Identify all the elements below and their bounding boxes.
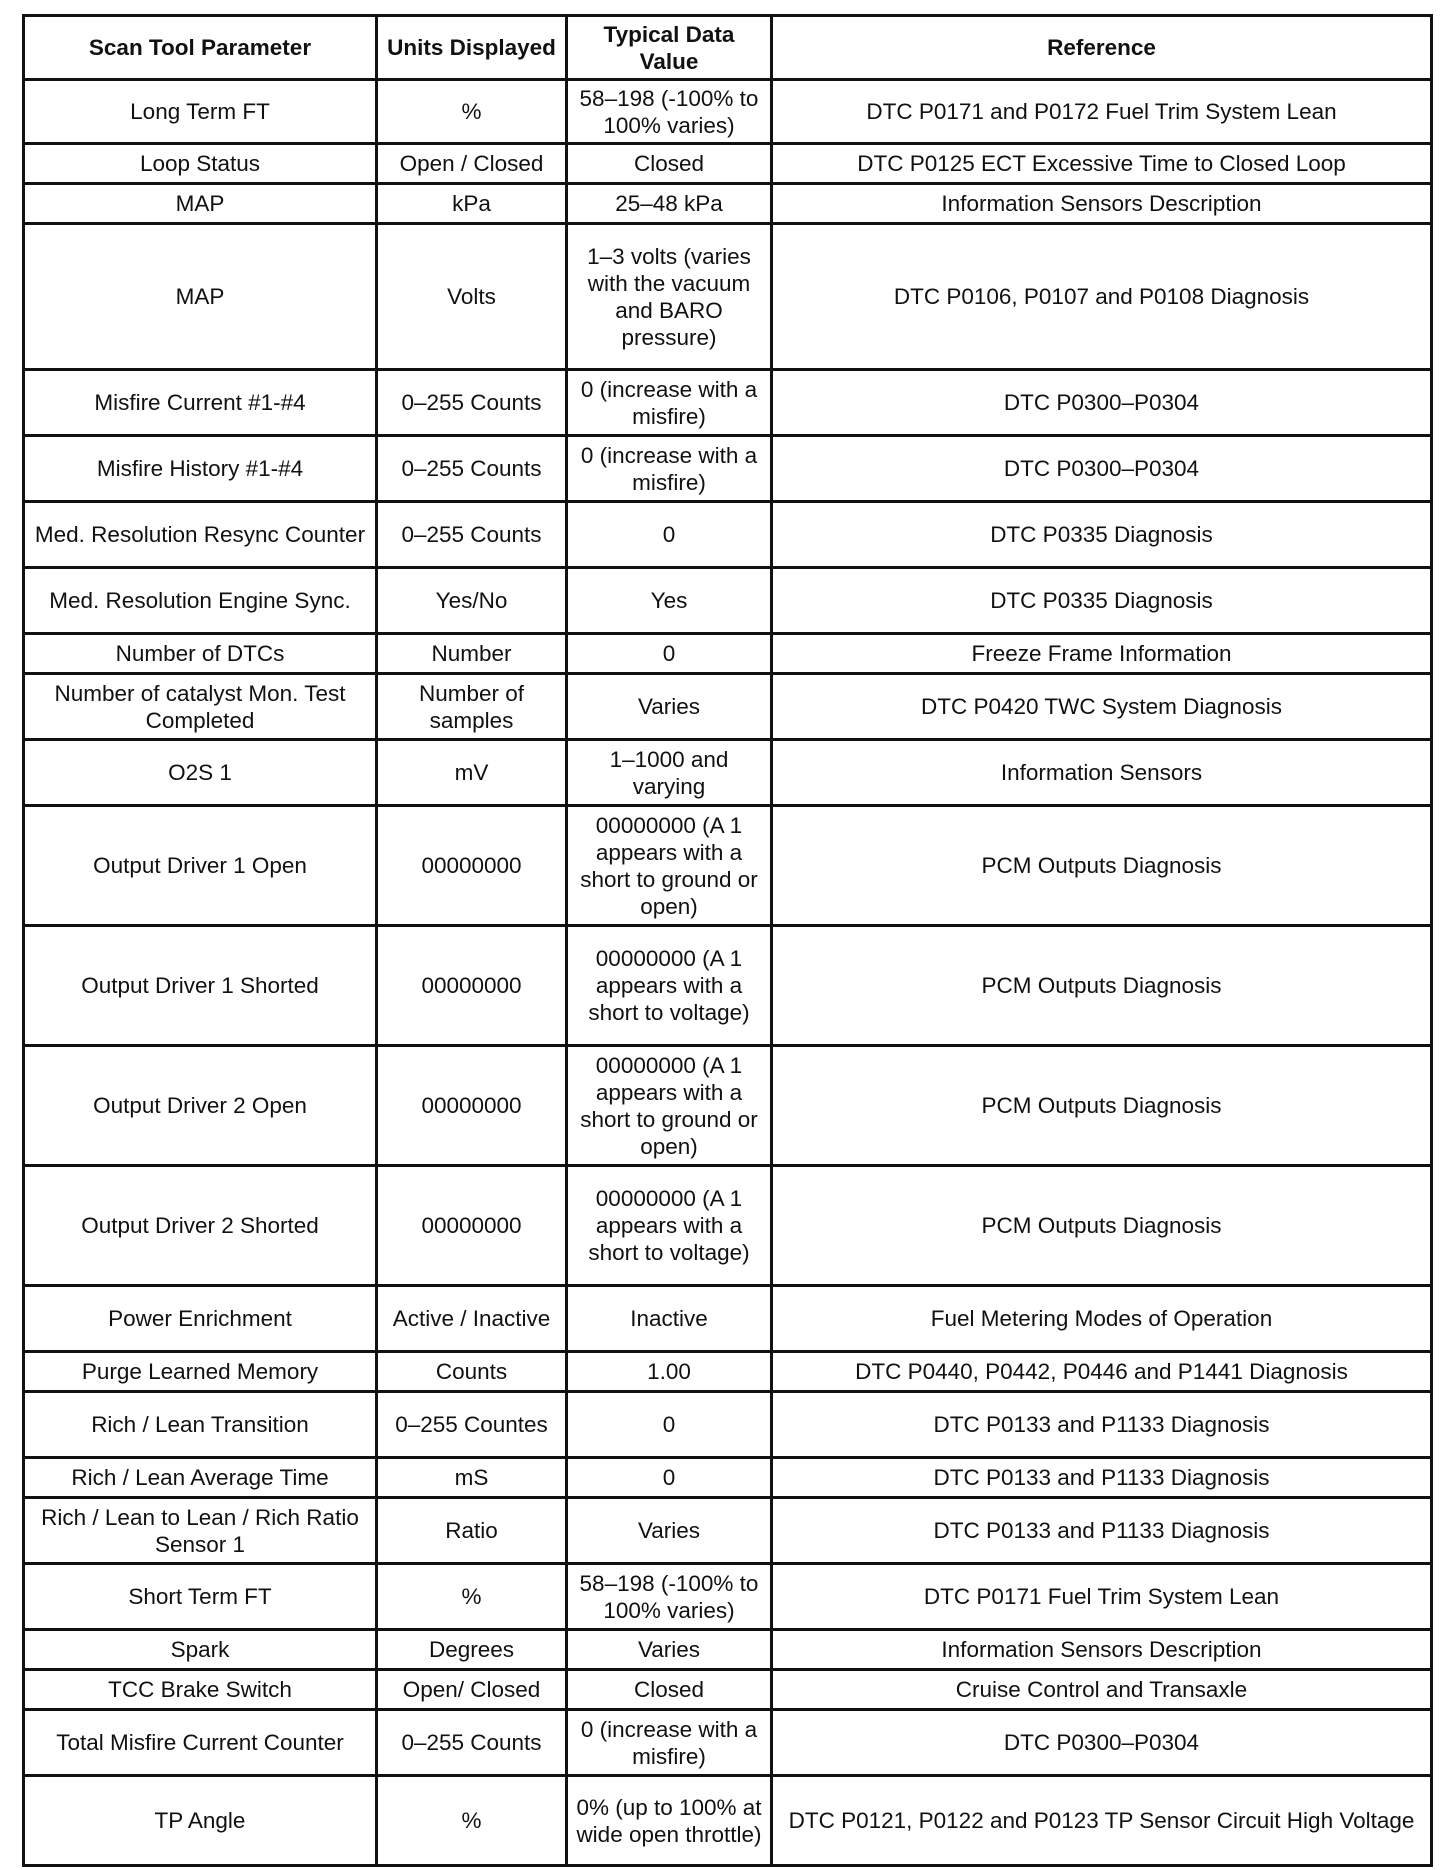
- cell-units: Number: [377, 634, 567, 674]
- cell-units: 0–255 Counts: [377, 436, 567, 502]
- table-row: [24, 926, 1432, 1046]
- cell-units: 00000000: [377, 806, 567, 926]
- cell-parameter: Output Driver 2 Open: [24, 1046, 377, 1166]
- cell-typical-value: Closed: [567, 1670, 772, 1710]
- cell-reference: Information Sensors: [772, 740, 1432, 806]
- cell-parameter: Long Term FT: [24, 80, 377, 144]
- table-row: [24, 1670, 1432, 1710]
- table-row: [24, 1564, 1432, 1630]
- cell-typical-value: 0 (increase with a misfire): [567, 370, 772, 436]
- table-row: [24, 224, 1432, 370]
- cell-reference: DTC P0125 ECT Excessive Time to Closed Loop: [772, 144, 1432, 184]
- cell-units: Volts: [377, 224, 567, 370]
- cell-reference: DTC P0171 and P0172 Fuel Trim System Lean: [772, 80, 1432, 144]
- cell-parameter: Purge Learned Memory: [24, 1352, 377, 1392]
- cell-typical-value: 58–198 (-100% to 100% varies): [567, 80, 772, 144]
- cell-typical-value: 00000000 (A 1 appears with a short to voltage): [567, 926, 772, 1046]
- cell-reference: DTC P0121, P0122 and P0123 TP Sensor Circuit High Voltage: [772, 1776, 1432, 1866]
- cell-units: kPa: [377, 184, 567, 224]
- table-row: [24, 144, 1432, 184]
- cell-units: 00000000: [377, 926, 567, 1046]
- cell-units: Ratio: [377, 1498, 567, 1564]
- cell-units: Open/ Closed: [377, 1670, 567, 1710]
- table-row: [24, 1498, 1432, 1564]
- cell-reference: DTC P0335 Diagnosis: [772, 568, 1432, 634]
- cell-units: 0–255 Counts: [377, 502, 567, 568]
- table-row: [24, 740, 1432, 806]
- table-row: [24, 370, 1432, 436]
- cell-parameter: Med. Resolution Engine Sync.: [24, 568, 377, 634]
- cell-reference: DTC P0300–P0304: [772, 1710, 1432, 1776]
- cell-parameter: Med. Resolution Resync Counter: [24, 502, 377, 568]
- table-row: [24, 568, 1432, 634]
- cell-units: Number of samples: [377, 674, 567, 740]
- cell-typical-value: 0 (increase with a misfire): [567, 1710, 772, 1776]
- header-reference: Reference: [772, 16, 1432, 80]
- cell-reference: Information Sensors Description: [772, 184, 1432, 224]
- cell-units: %: [377, 80, 567, 144]
- cell-typical-value: 00000000 (A 1 appears with a short to ground or open): [567, 1046, 772, 1166]
- cell-typical-value: Varies: [567, 674, 772, 740]
- cell-parameter: Rich / Lean Transition: [24, 1392, 377, 1458]
- cell-reference: DTC P0300–P0304: [772, 436, 1432, 502]
- header-row: [24, 16, 1432, 80]
- table-row: [24, 1710, 1432, 1776]
- cell-parameter: MAP: [24, 184, 377, 224]
- cell-parameter: Number of DTCs: [24, 634, 377, 674]
- cell-typical-value: Varies: [567, 1498, 772, 1564]
- cell-units: 00000000: [377, 1046, 567, 1166]
- cell-reference: Cruise Control and Transaxle: [772, 1670, 1432, 1710]
- table-row: [24, 1776, 1432, 1866]
- table-row: [24, 1630, 1432, 1670]
- cell-reference: DTC P0106, P0107 and P0108 Diagnosis: [772, 224, 1432, 370]
- cell-reference: DTC P0171 Fuel Trim System Lean: [772, 1564, 1432, 1630]
- cell-units: 00000000: [377, 1166, 567, 1286]
- cell-typical-value: 1–1000 and varying: [567, 740, 772, 806]
- cell-reference: DTC P0133 and P1133 Diagnosis: [772, 1498, 1432, 1564]
- cell-parameter: Loop Status: [24, 144, 377, 184]
- cell-parameter: Output Driver 2 Shorted: [24, 1166, 377, 1286]
- cell-units: Active / Inactive: [377, 1286, 567, 1352]
- cell-typical-value: 58–198 (-100% to 100% varies): [567, 1564, 772, 1630]
- cell-reference: DTC P0133 and P1133 Diagnosis: [772, 1458, 1432, 1498]
- table-row: [24, 806, 1432, 926]
- cell-reference: DTC P0133 and P1133 Diagnosis: [772, 1392, 1432, 1458]
- cell-typical-value: 25–48 kPa: [567, 184, 772, 224]
- table-row: [24, 184, 1432, 224]
- cell-units: Open / Closed: [377, 144, 567, 184]
- cell-units: 0–255 Countes: [377, 1392, 567, 1458]
- cell-parameter: Rich / Lean to Lean / Rich Ratio Sensor 1: [24, 1498, 377, 1564]
- cell-reference: Information Sensors Description: [772, 1630, 1432, 1670]
- cell-reference: DTC P0420 TWC System Diagnosis: [772, 674, 1432, 740]
- cell-parameter: Output Driver 1 Open: [24, 806, 377, 926]
- cell-units: Yes/No: [377, 568, 567, 634]
- cell-typical-value: 1–3 volts (varies with the vacuum and BARO pressure): [567, 224, 772, 370]
- table-row: [24, 80, 1432, 144]
- cell-units: 0–255 Counts: [377, 370, 567, 436]
- cell-typical-value: 0: [567, 1392, 772, 1458]
- cell-parameter: Total Misfire Current Counter: [24, 1710, 377, 1776]
- cell-typical-value: 00000000 (A 1 appears with a short to voltage): [567, 1166, 772, 1286]
- cell-reference: PCM Outputs Diagnosis: [772, 926, 1432, 1046]
- cell-parameter: Power Enrichment: [24, 1286, 377, 1352]
- table-row: [24, 502, 1432, 568]
- table-row: [24, 436, 1432, 502]
- cell-units: mS: [377, 1458, 567, 1498]
- table-row: [24, 1046, 1432, 1166]
- header-typical-value: Typical Data Value: [567, 16, 772, 80]
- cell-typical-value: 0: [567, 634, 772, 674]
- cell-reference: PCM Outputs Diagnosis: [772, 1046, 1432, 1166]
- cell-typical-value: 0: [567, 502, 772, 568]
- cell-parameter: MAP: [24, 224, 377, 370]
- table-row: [24, 674, 1432, 740]
- cell-typical-value: 1.00: [567, 1352, 772, 1392]
- cell-typical-value: 00000000 (A 1 appears with a short to ground or open): [567, 806, 772, 926]
- cell-reference: DTC P0300–P0304: [772, 370, 1432, 436]
- cell-units: 0–255 Counts: [377, 1710, 567, 1776]
- cell-units: Degrees: [377, 1630, 567, 1670]
- cell-parameter: Rich / Lean Average Time: [24, 1458, 377, 1498]
- cell-parameter: O2S 1: [24, 740, 377, 806]
- cell-parameter: Output Driver 1 Shorted: [24, 926, 377, 1046]
- cell-units: %: [377, 1564, 567, 1630]
- cell-parameter: Misfire Current #1-#4: [24, 370, 377, 436]
- cell-typical-value: 0% (up to 100% at wide open throttle): [567, 1776, 772, 1866]
- cell-parameter: Misfire History #1-#4: [24, 436, 377, 502]
- cell-typical-value: 0: [567, 1458, 772, 1498]
- table-row: [24, 1286, 1432, 1352]
- cell-units: Counts: [377, 1352, 567, 1392]
- header-units: Units Displayed: [377, 16, 567, 80]
- cell-reference: Fuel Metering Modes of Operation: [772, 1286, 1432, 1352]
- table-row: [24, 1166, 1432, 1286]
- cell-reference: Freeze Frame Information: [772, 634, 1432, 674]
- table-row: [24, 1392, 1432, 1458]
- cell-parameter: Number of catalyst Mon. Test Completed: [24, 674, 377, 740]
- cell-units: mV: [377, 740, 567, 806]
- table-row: [24, 634, 1432, 674]
- cell-reference: DTC P0440, P0442, P0446 and P1441 Diagnosis: [772, 1352, 1432, 1392]
- cell-reference: PCM Outputs Diagnosis: [772, 1166, 1432, 1286]
- cell-reference: DTC P0335 Diagnosis: [772, 502, 1432, 568]
- cell-typical-value: 0 (increase with a misfire): [567, 436, 772, 502]
- cell-typical-value: Varies: [567, 1630, 772, 1670]
- cell-typical-value: Inactive: [567, 1286, 772, 1352]
- cell-parameter: TP Angle: [24, 1776, 377, 1866]
- cell-reference: PCM Outputs Diagnosis: [772, 806, 1432, 926]
- table-row: [24, 1352, 1432, 1392]
- cell-units: %: [377, 1776, 567, 1866]
- table-row: [24, 1458, 1432, 1498]
- cell-parameter: TCC Brake Switch: [24, 1670, 377, 1710]
- header-parameter: Scan Tool Parameter: [24, 16, 377, 80]
- cell-parameter: Short Term FT: [24, 1564, 377, 1630]
- cell-typical-value: Yes: [567, 568, 772, 634]
- scan-tool-parameter-table: [22, 14, 1433, 1867]
- cell-parameter: Spark: [24, 1630, 377, 1670]
- cell-typical-value: Closed: [567, 144, 772, 184]
